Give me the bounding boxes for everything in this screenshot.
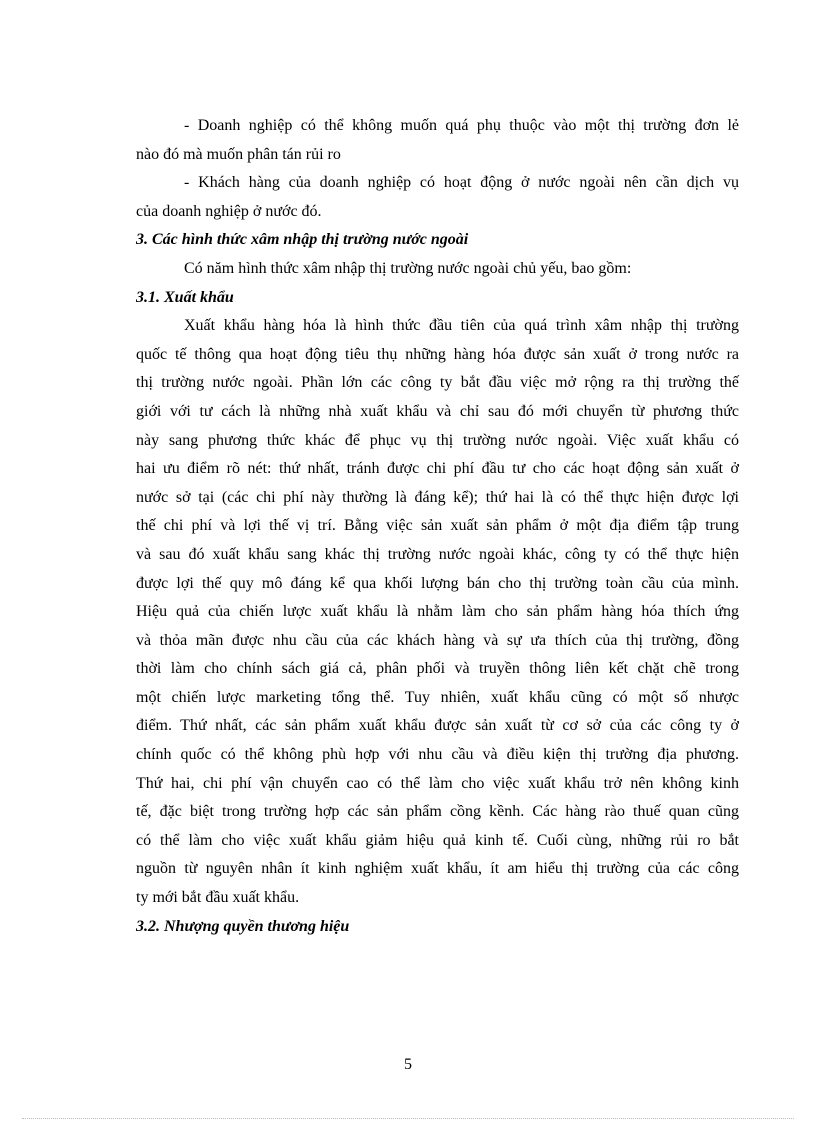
text-line: Xuất khẩu hàng hóa là hình thức đầu tiên của quá trình xâm nhập thị trường (184, 317, 739, 335)
text-line: điểm. Thứ nhất, các sản phẩm xuất khẩu được sản xuất từ cơ sở của các công ty ở (136, 717, 739, 735)
page-number: 5 (404, 1056, 412, 1073)
text-line: - Khách hàng của doanh nghiệp có hoạt động ở nước ngoài nên cần dịch vụ (184, 174, 739, 192)
text-line: và sau đó xuất khẩu sang khác thị trường nước ngoài khác, công ty có thể thực hiện (136, 545, 739, 563)
text-line: một chiến lược marketing tổng thể. Tuy nhiên, xuất khẩu cũng có một số nhược (136, 688, 739, 706)
text-line: quốc tế thông qua hoạt động tiêu thụ những hàng hóa được sản xuất ở trong nước ra (136, 345, 739, 363)
body-text (136, 112, 739, 941)
text-line: chính quốc có thể không phù hợp với nhu cầu và điều kiện thị trường địa phương. (136, 746, 739, 764)
text-line: của doanh nghiệp ở nước đó. (136, 202, 322, 220)
text-line: thời làm cho chính sách giá cả, phân phối và truyền thông liên kết chặt chẽ trong (136, 660, 739, 678)
text-line: Có năm hình thức xâm nhập thị trường nước ngoài chủ yếu, bao gồm: (184, 259, 632, 277)
text-line: và thỏa mãn được nhu cầu của các khách hàng và sự ưa thích của thị trường, đồng (136, 631, 739, 649)
text-line: thị trường nước ngoài. Phần lớn các công ty bắt đầu việc mở rộng ra thị trường thế (136, 374, 739, 392)
text-line: nguồn từ nguyên nhân ít kinh nghiệm xuất khẩu, ít am hiểu thị trường của các công (136, 860, 739, 878)
page-bottom-border (22, 1118, 794, 1119)
text-line: Thứ hai, chi phí vận chuyển cao có thể làm cho việc xuất khẩu trở nên không kinh (136, 774, 739, 792)
text-line: Hiệu quả của chiến lược xuất khẩu là nhằm làm cho sản phẩm hàng hóa thích ứng (136, 603, 739, 621)
text-line: có thể làm cho việc xuất khẩu giảm hiệu quả kinh tế. Cuối cùng, những rủi ro bắt (136, 831, 739, 849)
text-line: nước sở tại (các chi phí này thường là đáng kể); thứ hai là có thể thực hiện được lợi (136, 488, 739, 506)
text-line: giới với tư cách là những nhà xuất khẩu và chỉ sau đó mới chuyển từ phương thức (136, 402, 739, 420)
text-line: hai ưu điểm rõ nét: thứ nhất, tránh được chi phí đầu tư cho các hoạt động sản xuất ở (136, 460, 739, 478)
text-line: được lợi thế quy mô đáng kể qua khối lượng bán cho thị trường toàn cầu của mình. (136, 574, 739, 592)
section-heading: 3. Các hình thức xâm nhập thị trường nước ngoài (136, 231, 469, 249)
text-line: nào đó mà muốn phân tán rủi ro (136, 145, 341, 163)
text-line: này sang phương thức khác để phục vụ thị trường nước ngoài. Việc xuất khẩu có (136, 431, 739, 449)
text-line: ty mới bắt đầu xuất khẩu. (136, 889, 300, 907)
text-line: thế chi phí và lợi thế vị trí. Bằng việc sản xuất sản phẩm ở một địa điểm tập trung (136, 517, 739, 535)
text-line: - Doanh nghiệp có thể không muốn quá phụ thuộc vào một thị trường đơn lẻ (184, 117, 739, 134)
text-line: tế, đặc biệt trong trường hợp các sản phẩm cồng kềnh. Các hàng rào thuế quan cũng (136, 803, 739, 821)
section-heading: 3.2. Nhượng quyền thương hiệu (136, 917, 350, 935)
section-heading: 3.1. Xuất khẩu (136, 288, 234, 306)
